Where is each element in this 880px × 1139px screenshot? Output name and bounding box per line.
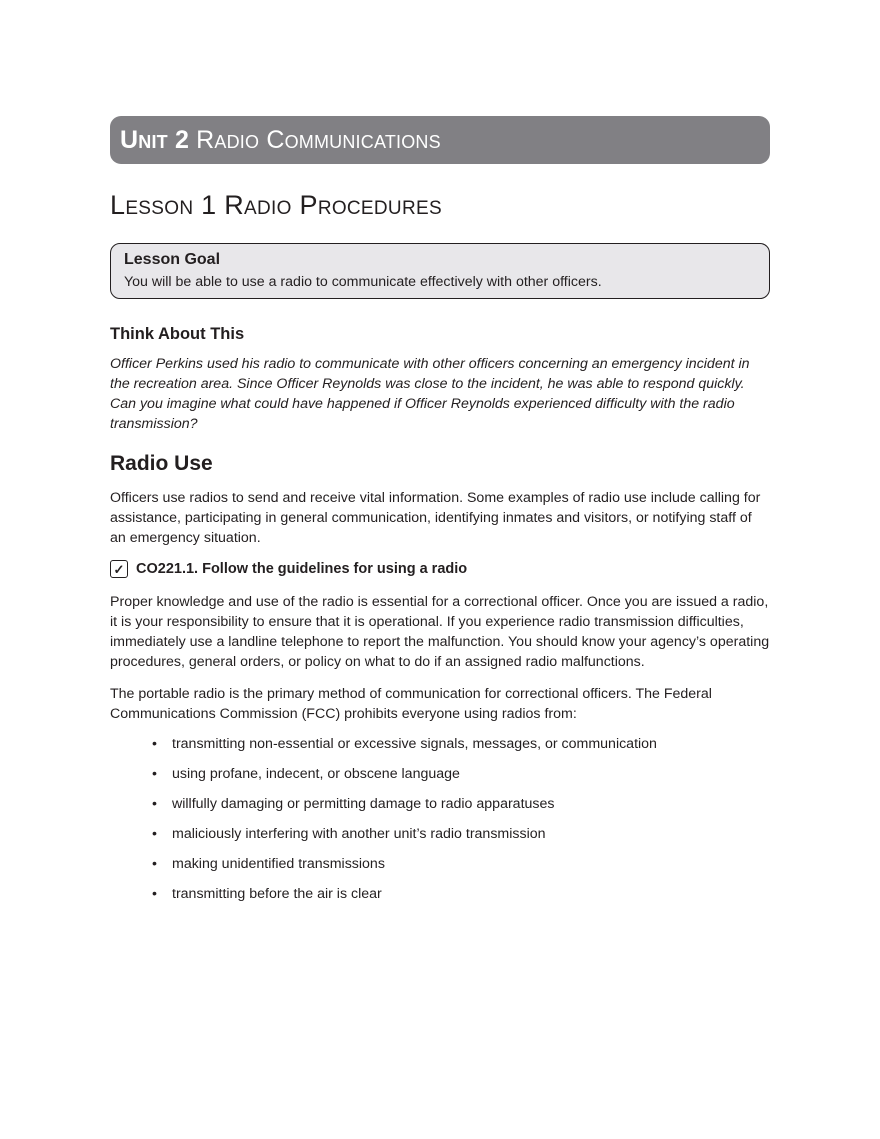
prohibitions-list [110, 736, 770, 902]
list-item: • making unidentified transmissions [152, 856, 770, 872]
list-item: • using profane, indecent, or obscene language [152, 766, 770, 782]
lesson-goal-box [110, 243, 770, 299]
list-item: • willfully damaging or permitting damage to radio apparatuses [152, 796, 770, 812]
unit-header [110, 116, 770, 164]
page-content [110, 116, 770, 916]
unit-title: Radio Communications [196, 125, 441, 154]
think-heading: Think About This [110, 325, 245, 343]
lesson-goal-text: You will be able to use a radio to communicate effectively with other officers. [124, 274, 602, 290]
list-item: • maliciously interfering with another unit’s radio transmission [152, 826, 770, 842]
think-text: Officer Perkins used his radio to communicate with other officers concerning an emergency incident in the recreation area. Since Officer Reynolds was close to the incident, he was able to respond quickly. Can you imagine what could have happened if Officer Reynolds experienced difficulty with the radio transmission? [110, 356, 750, 432]
list-item: • transmitting before the air is clear [152, 886, 770, 902]
course-objective [110, 560, 770, 578]
paragraph-2: The portable radio is the primary method of communication for correctional officers. The Federal Communications Commission (FCC) prohibits everyone using radios from: [110, 686, 712, 722]
paragraph-1: Proper knowledge and use of the radio is essential for a correctional officer. Once you are issued a radio, it is your responsibility to ensure that it is operational. If you experience radio transmission difficulties, immediately use a landline telephone to report the malfunction. You should know your agency’s operating procedures, general orders, or policy on what to do if an assigned radio malfunctions. [110, 594, 770, 670]
objective-text: CO221.1. Follow the guidelines for using a radio [136, 561, 468, 577]
lesson-title: Lesson 1 Radio Procedures [110, 190, 442, 220]
unit-number: Unit 2 [120, 125, 190, 154]
intro-paragraph: Officers use radios to send and receive vital information. Some examples of radio use include calling for assistance, participating in general communication, identifying inmates and visitors, or notifying staff of an emergency situation. [110, 490, 761, 546]
lesson-goal-heading: Lesson Goal [124, 251, 221, 268]
section-heading: Radio Use [110, 452, 213, 475]
list-item: • transmitting non-essential or excessive signals, messages, or communication [152, 736, 770, 752]
checkbox-icon: ✓ [110, 560, 128, 578]
